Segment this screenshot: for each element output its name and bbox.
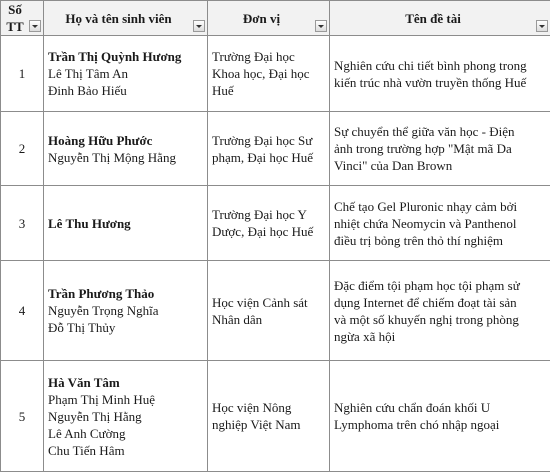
header-student-names bbox=[44, 1, 208, 36]
student-names-cell bbox=[44, 112, 208, 186]
header-topic-label: Tên đề tài bbox=[330, 10, 550, 27]
header-row bbox=[1, 1, 550, 36]
unit-line: Nhân dân bbox=[212, 311, 329, 328]
table-row bbox=[1, 112, 550, 186]
lead-student-name: Trần Phương Thảo bbox=[48, 285, 207, 302]
student-names-cell bbox=[44, 186, 208, 261]
topic-line: điều trị bỏng trên thỏ thí nghiệm bbox=[334, 232, 550, 249]
topic-line: Đặc điểm tội phạm học tội phạm sử bbox=[334, 277, 550, 294]
student-name: Lê Anh Cường bbox=[48, 425, 207, 442]
topic-line: Nghiên cứu chẩn đoán khối U bbox=[334, 399, 550, 416]
topic-cell bbox=[330, 361, 550, 472]
unit-cell bbox=[208, 112, 330, 186]
student-name: Chu Tiến Hâm bbox=[48, 442, 207, 459]
row-number: 1 bbox=[1, 36, 44, 112]
unit-line: Khoa học, Đại học bbox=[212, 65, 329, 82]
topic-line: Chế tạo Gel Pluronic nhạy cảm bởi bbox=[334, 198, 550, 215]
student-name: Đinh Bảo Hiếu bbox=[48, 82, 207, 99]
row-number: 5 bbox=[1, 361, 44, 472]
unit-cell bbox=[208, 36, 330, 112]
unit-line: Học viện Nông bbox=[212, 399, 329, 416]
topic-line: dụng Internet để chiếm đoạt tài sản bbox=[334, 294, 550, 311]
student-name: Nguyễn Trọng Nghĩa bbox=[48, 302, 207, 319]
unit-line: Dược, Đại học Huế bbox=[212, 223, 329, 240]
student-name: Nguyễn Thị Mộng Hằng bbox=[48, 149, 207, 166]
table-row bbox=[1, 361, 550, 472]
topic-line: ngừa xã hội bbox=[334, 328, 550, 345]
header-student-names-label: Họ và tên sinh viên bbox=[44, 10, 207, 27]
student-name: Phạm Thị Minh Huệ bbox=[48, 391, 207, 408]
topic-line: và một số khuyến nghị trong phòng bbox=[334, 311, 550, 328]
topic-cell bbox=[330, 36, 550, 112]
filter-dropdown-icon[interactable] bbox=[315, 20, 327, 32]
row-number: 4 bbox=[1, 261, 44, 361]
unit-cell bbox=[208, 261, 330, 361]
topic-cell bbox=[330, 261, 550, 361]
unit-cell bbox=[208, 361, 330, 472]
student-name: Đỗ Thị Thủy bbox=[48, 319, 207, 336]
filter-dropdown-icon[interactable] bbox=[29, 20, 41, 32]
student-name: Lê Thị Tâm An bbox=[48, 65, 207, 82]
topic-line: kiến trúc nhà vườn truyền thống Huế bbox=[334, 74, 550, 91]
unit-line: phạm, Đại học Huế bbox=[212, 149, 329, 166]
unit-line: nghiệp Việt Nam bbox=[212, 416, 329, 433]
table-row bbox=[1, 261, 550, 361]
lead-student-name: Hoàng Hữu Phước bbox=[48, 132, 207, 149]
topic-line: Lymphoma trên chó nhập ngoại bbox=[334, 416, 550, 433]
student-names-cell bbox=[44, 36, 208, 112]
lead-student-name: Trần Thị Quỳnh Hương bbox=[48, 48, 207, 65]
topic-line: Nghiên cứu chi tiết bình phong trong bbox=[334, 57, 550, 74]
topic-line: Vinci" của Dan Brown bbox=[334, 157, 550, 174]
row-number: 2 bbox=[1, 112, 44, 186]
header-topic bbox=[330, 1, 550, 36]
topic-cell bbox=[330, 186, 550, 261]
lead-student-name: Lê Thu Hương bbox=[48, 215, 207, 232]
unit-line: Huế bbox=[212, 82, 329, 99]
unit-cell bbox=[208, 186, 330, 261]
filter-dropdown-icon[interactable] bbox=[193, 20, 205, 32]
header-unit bbox=[208, 1, 330, 36]
unit-line: Trường Đại học bbox=[212, 48, 329, 65]
student-names-cell bbox=[44, 361, 208, 472]
topic-line: ảnh trong trường hợp "Mật mã Da bbox=[334, 140, 550, 157]
header-stt bbox=[1, 1, 44, 36]
table-row bbox=[1, 186, 550, 261]
header-unit-label: Đơn vị bbox=[208, 10, 329, 27]
topic-line: nhiệt chứa Neomycin và Panthenol bbox=[334, 215, 550, 232]
topic-cell bbox=[330, 112, 550, 186]
topic-line: Sự chuyển thể giữa văn học - Điện bbox=[334, 123, 550, 140]
student-name: Nguyễn Thị Hằng bbox=[48, 408, 207, 425]
table-row bbox=[1, 36, 550, 112]
unit-line: Học viện Cảnh sát bbox=[212, 294, 329, 311]
student-names-cell bbox=[44, 261, 208, 361]
filter-dropdown-icon[interactable] bbox=[536, 20, 548, 32]
unit-line: Trường Đại học Y bbox=[212, 206, 329, 223]
header-stt-label: Số TT bbox=[1, 1, 43, 35]
unit-line: Trường Đại học Sư bbox=[212, 132, 329, 149]
lead-student-name: Hà Văn Tâm bbox=[48, 374, 207, 391]
row-number: 3 bbox=[1, 186, 44, 261]
